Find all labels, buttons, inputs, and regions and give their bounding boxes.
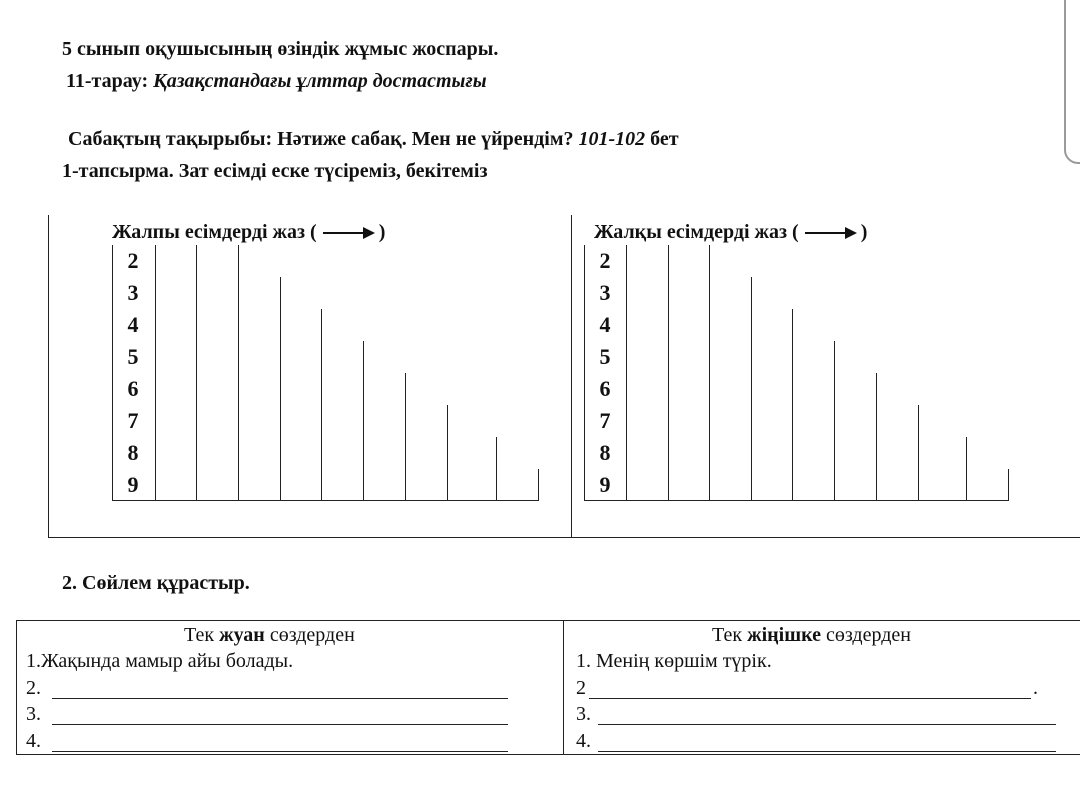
lesson-topic-text: Сабақтың тақырыбы: Нәтиже сабақ. Мен не үйрендім?	[68, 128, 579, 150]
left-row-number: 5	[127, 344, 139, 369]
left-row-number: 3	[127, 280, 139, 305]
left-answer-line-2[interactable]	[52, 698, 508, 699]
task1-title: 1-тапсырма. Зат есімді еске түсіреміз, бекітеміз	[62, 160, 488, 182]
right-row-number: 5	[599, 344, 611, 369]
lesson-pages-suffix: бет	[645, 128, 679, 150]
lesson-topic	[68, 128, 679, 151]
left-row-number: 9	[127, 472, 139, 497]
left-row-number: 6	[127, 376, 139, 401]
left-grid-title-end: )	[378, 221, 386, 243]
right-row-label-4: 4.	[576, 730, 591, 752]
task2-table-divider	[563, 620, 564, 755]
right-row-number: 9	[599, 472, 611, 497]
right-column-heading	[712, 624, 911, 647]
task2-title: 2. Сөйлем құрастыр.	[62, 572, 250, 594]
right-row-number: 7	[599, 408, 611, 433]
arrow-right-icon	[805, 232, 855, 234]
right-grid-title	[594, 221, 867, 244]
right-heading-prefix: Тек	[712, 624, 748, 646]
left-row-number: 2	[127, 248, 139, 273]
right-row-number: 8	[599, 440, 611, 465]
left-heading-bold: жуан	[219, 624, 265, 646]
left-answer-line-4[interactable]	[52, 751, 508, 752]
task1-box-left-border	[48, 215, 49, 537]
left-row-label-2: 2.	[26, 677, 41, 699]
right-answer-line-3[interactable]	[598, 724, 1056, 725]
chapter-label: 11-тарау:	[66, 70, 154, 92]
page-edge	[1064, 0, 1080, 164]
right-row-number: 6	[599, 376, 611, 401]
worksheet-title: 5 сынып оқушысының өзіндік жұмыс жоспары.	[62, 38, 499, 60]
right-row-2-end: .	[1033, 677, 1038, 699]
left-grid-title	[112, 221, 385, 244]
lesson-pages: 101-102	[578, 128, 646, 150]
task1-box-bottom-border	[48, 537, 1080, 538]
left-row-number: 7	[127, 408, 139, 433]
task2-table-left-border	[16, 620, 17, 755]
chapter-line	[66, 70, 487, 93]
left-column-heading	[184, 624, 355, 647]
left-grid-title-text: Жалпы есімдерді жаз (	[112, 221, 317, 243]
right-row-label-3: 3.	[576, 703, 591, 725]
left-heading-suffix: сөздерден	[264, 624, 355, 646]
task2-table-top-border	[16, 620, 1080, 621]
task1-box-divider	[571, 215, 572, 537]
left-answer-line-3[interactable]	[52, 724, 508, 725]
right-heading-suffix: сөздерден	[821, 624, 911, 646]
left-row-label-4: 4.	[26, 730, 41, 752]
task2-table-bottom-border	[16, 754, 1080, 755]
left-heading-prefix: Тек	[184, 624, 220, 646]
left-sentence-1: 1.Жақында мамыр айы болады.	[26, 650, 294, 672]
chapter-name: Қазақстандағы ұлттар достастығы	[153, 70, 487, 92]
right-row-number: 4	[599, 312, 611, 337]
left-row-label-3: 3.	[26, 703, 41, 725]
left-row-number: 8	[127, 440, 139, 465]
right-row-number: 2	[599, 248, 611, 273]
right-grid-title-text: Жалқы есімдерді жаз (	[594, 221, 799, 243]
left-row-number: 4	[127, 312, 139, 337]
right-sentence-1: 1. Менің көршім түрік.	[576, 650, 772, 672]
right-row-number: 3	[599, 280, 611, 305]
right-answer-line-2[interactable]	[589, 698, 1031, 699]
arrow-right-icon	[323, 232, 373, 234]
right-heading-bold: жіңішке	[747, 624, 821, 646]
right-grid-title-end: )	[860, 221, 868, 243]
right-row-label-2: 2	[576, 677, 586, 699]
right-answer-line-4[interactable]	[598, 751, 1056, 752]
